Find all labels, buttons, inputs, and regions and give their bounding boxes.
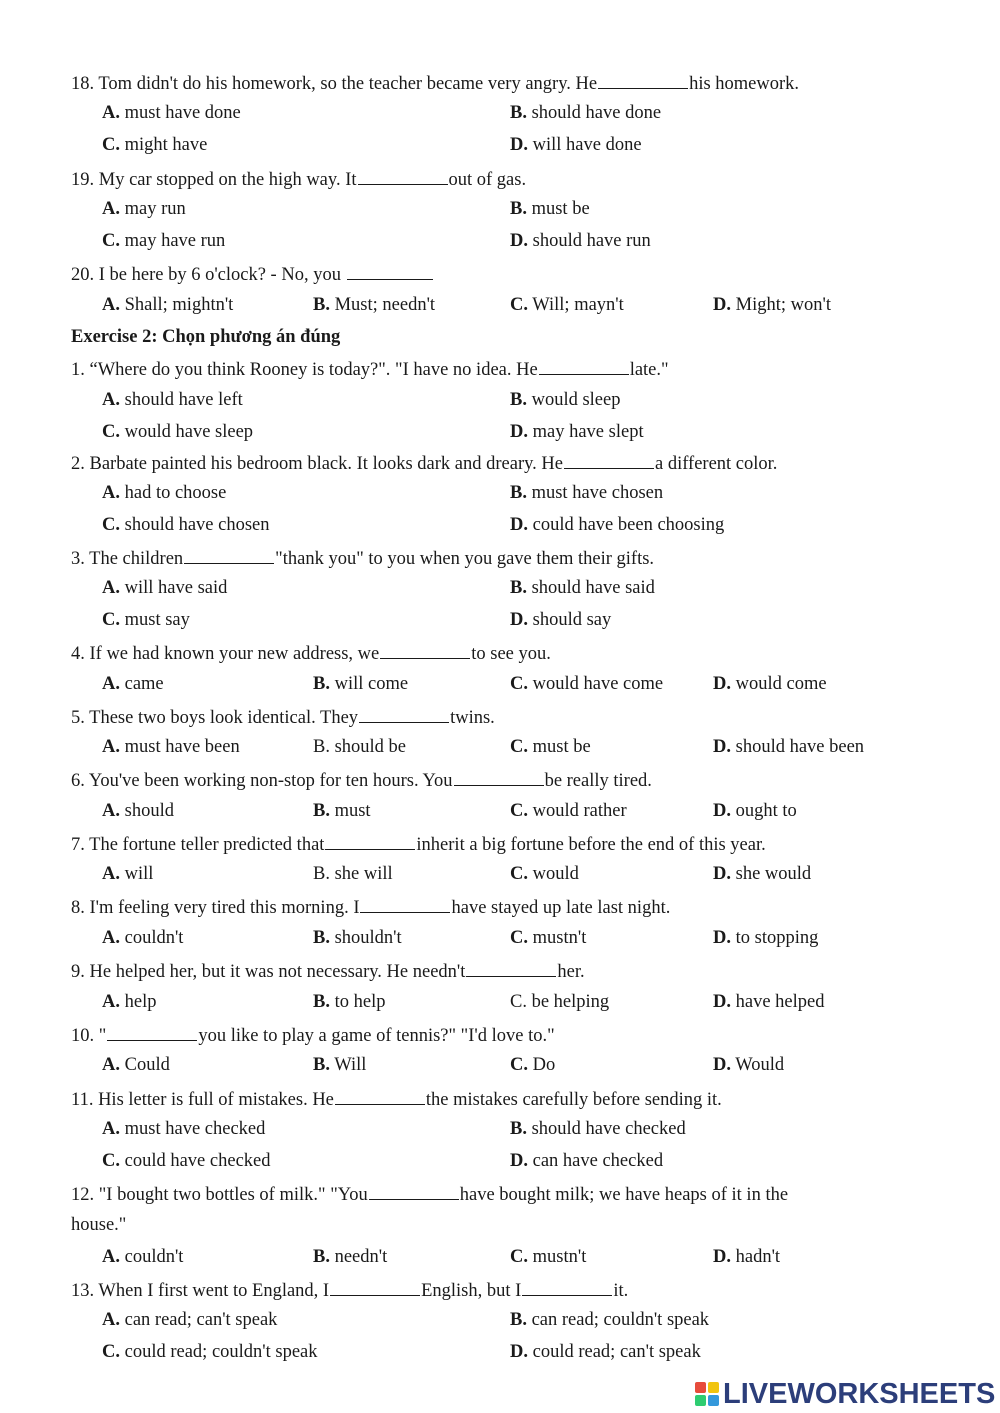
option-text: will have done	[532, 135, 642, 155]
option-text: she would	[735, 864, 812, 884]
option-d[interactable]	[713, 1053, 784, 1077]
question-20	[71, 261, 960, 287]
question-text: a different color.	[654, 454, 778, 474]
option-letter: D.	[510, 231, 528, 251]
option-d[interactable]	[510, 1340, 701, 1364]
option-letter: B.	[313, 864, 330, 884]
option-c[interactable]	[510, 293, 624, 317]
question-text: inherit a big fortune before the end of this year.	[416, 835, 766, 855]
question-text: out of gas.	[448, 170, 527, 190]
option-text: should have left	[124, 390, 243, 410]
option-b[interactable]	[313, 990, 385, 1014]
option-b[interactable]	[313, 926, 402, 950]
option-text: shouldn't	[334, 928, 402, 948]
option-c[interactable]	[510, 1053, 555, 1077]
option-d[interactable]	[510, 513, 724, 537]
option-letter: D.	[713, 928, 731, 948]
question-text: 13. When I first went to England, I	[71, 1281, 330, 1301]
option-d[interactable]	[713, 862, 811, 886]
option-c[interactable]	[510, 862, 579, 886]
option-letter: B.	[313, 737, 330, 757]
option-text: Would	[735, 1055, 785, 1075]
option-text: to help	[334, 992, 386, 1012]
option-text: could read; can't speak	[532, 1342, 701, 1362]
option-letter: C.	[510, 737, 528, 757]
option-letter: C.	[510, 864, 528, 884]
option-letter: B.	[313, 801, 330, 821]
question-text: 4. If we had known your new address, we	[71, 644, 380, 664]
option-b[interactable]	[313, 799, 371, 823]
option-text: Could	[124, 1055, 170, 1075]
option-text: must have chosen	[531, 483, 664, 503]
option-letter: A.	[102, 390, 120, 410]
option-text: had to choose	[124, 483, 227, 503]
question-text: "thank you" to you when you gave them their gifts.	[275, 549, 655, 569]
option-text: must have done	[124, 103, 241, 123]
option-a[interactable]	[102, 197, 186, 221]
option-text: might have	[124, 135, 208, 155]
logo-square	[708, 1382, 719, 1393]
option-letter: B.	[313, 992, 330, 1012]
option-a[interactable]	[102, 481, 226, 505]
option-letter: A.	[102, 1055, 120, 1075]
question-text: you like to play a game of tennis?" "I'd love to."	[198, 1026, 555, 1046]
option-letter: A.	[102, 295, 120, 315]
option-d[interactable]	[713, 672, 827, 696]
question-text: be really tired.	[544, 771, 652, 791]
option-letter: B.	[510, 483, 527, 503]
option-letter: B.	[510, 1310, 527, 1330]
option-a[interactable]	[102, 293, 233, 317]
option-c[interactable]	[102, 513, 270, 537]
option-text: mustn't	[532, 928, 587, 948]
option-b[interactable]	[510, 481, 663, 505]
option-b[interactable]	[313, 293, 435, 317]
option-text: Will; mayn't	[532, 295, 624, 315]
option-text: must be	[532, 737, 591, 757]
option-a[interactable]	[102, 799, 174, 823]
option-text: should have chosen	[124, 515, 270, 535]
logo-mark-icon	[695, 1382, 719, 1406]
option-letter: C.	[102, 422, 120, 442]
option-letter: A.	[102, 1119, 120, 1139]
option-c[interactable]	[510, 990, 609, 1014]
question-text: to see you.	[471, 644, 551, 664]
option-letter: C.	[510, 801, 528, 821]
question-text: 10. "	[71, 1026, 107, 1046]
option-letter: A.	[102, 674, 120, 694]
question-9	[71, 958, 960, 984]
option-text: should have checked	[531, 1119, 686, 1139]
answer-blank[interactable]	[598, 70, 688, 89]
option-letter: D.	[713, 674, 731, 694]
question-text: 5. These two boys look identical. They	[71, 708, 359, 728]
answer-blank[interactable]	[335, 1086, 425, 1105]
option-a[interactable]	[102, 926, 183, 950]
option-letter: B.	[313, 928, 330, 948]
answer-blank[interactable]	[325, 831, 415, 850]
option-text: Do	[532, 1055, 556, 1075]
answer-blank[interactable]	[522, 1277, 612, 1296]
question-text: late."	[629, 360, 669, 380]
question-text: the mistakes carefully before sending it.	[425, 1090, 722, 1110]
option-letter: B.	[510, 1119, 527, 1139]
option-a[interactable]	[102, 576, 227, 600]
option-text: should	[124, 801, 174, 821]
option-a[interactable]	[102, 388, 243, 412]
option-letter: B.	[510, 390, 527, 410]
question-text: 11. His letter is full of mistakes. He	[71, 1090, 334, 1110]
option-c[interactable]	[510, 799, 627, 823]
answer-blank[interactable]	[369, 1181, 459, 1200]
option-letter: B.	[510, 199, 527, 219]
option-b[interactable]	[510, 101, 661, 125]
answer-blank[interactable]	[107, 1022, 197, 1041]
option-letter: B.	[313, 1247, 330, 1267]
option-d[interactable]	[510, 229, 651, 253]
option-text: help	[124, 992, 157, 1012]
logo-square	[695, 1382, 706, 1393]
option-text: hadn't	[735, 1247, 781, 1267]
option-letter: D.	[713, 737, 731, 757]
question-text: his homework.	[689, 74, 800, 94]
option-text: can have checked	[532, 1151, 664, 1171]
option-text: would rather	[532, 801, 627, 821]
option-letter: C.	[102, 1151, 120, 1171]
question-text: it.	[613, 1281, 629, 1301]
option-letter: D.	[510, 1151, 528, 1171]
option-text: should be	[334, 737, 407, 757]
option-letter: C.	[510, 1055, 528, 1075]
option-letter: D.	[713, 1247, 731, 1267]
option-letter: D.	[510, 135, 528, 155]
option-text: could have been choosing	[532, 515, 725, 535]
answer-blank[interactable]	[184, 545, 274, 564]
option-d[interactable]	[713, 293, 831, 317]
option-text: should say	[532, 610, 612, 630]
question-text: 7. The fortune teller predicted that	[71, 835, 325, 855]
question-3	[71, 545, 960, 571]
answer-blank[interactable]	[380, 640, 470, 659]
question-5	[71, 704, 960, 730]
option-letter: D.	[510, 422, 528, 442]
question-10	[71, 1022, 960, 1048]
option-letter: A.	[102, 992, 120, 1012]
option-text: would sleep	[531, 390, 621, 410]
answer-blank[interactable]	[330, 1277, 420, 1296]
option-letter: D.	[713, 295, 731, 315]
question-12-continued: house."	[71, 1215, 127, 1235]
option-b[interactable]	[510, 1308, 709, 1332]
option-d[interactable]	[713, 1245, 780, 1269]
question-12	[71, 1181, 960, 1207]
option-letter: C.	[102, 610, 120, 630]
option-text: should have been	[735, 737, 865, 757]
question-text: have bought milk; we have heaps of it in the	[459, 1185, 789, 1205]
option-d[interactable]	[510, 420, 644, 444]
option-letter: A.	[102, 578, 120, 598]
option-c[interactable]	[510, 735, 591, 759]
option-d[interactable]	[713, 799, 797, 823]
question-11	[71, 1086, 960, 1112]
option-letter: A.	[102, 928, 120, 948]
option-letter: D.	[713, 992, 731, 1012]
answer-blank[interactable]	[360, 894, 450, 913]
option-letter: D.	[510, 1342, 528, 1362]
question-8	[71, 894, 960, 920]
option-text: to stopping	[735, 928, 819, 948]
option-c[interactable]	[102, 608, 190, 632]
option-text: should have done	[531, 103, 662, 123]
option-b[interactable]	[510, 1117, 686, 1141]
question-text: 3. The children	[71, 549, 184, 569]
option-d[interactable]	[713, 990, 825, 1014]
option-text: can read; can't speak	[124, 1310, 278, 1330]
brand-name: LIVEWORKSHEETS	[723, 1377, 996, 1410]
option-letter: C.	[102, 135, 120, 155]
option-letter: A.	[102, 199, 120, 219]
liveworksheets-logo	[695, 1378, 995, 1410]
option-letter: C.	[102, 515, 120, 535]
option-text: Shall; mightn't	[124, 295, 234, 315]
option-text: must have checked	[124, 1119, 266, 1139]
option-text: will	[124, 864, 154, 884]
option-a[interactable]	[102, 672, 164, 696]
question-4	[71, 640, 960, 666]
answer-blank[interactable]	[358, 166, 448, 185]
option-b[interactable]	[313, 735, 406, 759]
option-b[interactable]	[313, 862, 393, 886]
option-text: ought to	[735, 801, 797, 821]
question-text: 19. My car stopped on the high way. It	[71, 170, 357, 190]
question-text: 9. He helped her, but it was not necessary. He needn't	[71, 962, 466, 982]
option-a[interactable]	[102, 1053, 170, 1077]
option-text: could have checked	[124, 1151, 271, 1171]
question-text: 6. You've been working non-stop for ten hours. You	[71, 771, 453, 791]
option-b[interactable]	[313, 1245, 387, 1269]
question-text: twins.	[450, 708, 495, 728]
answer-blank[interactable]	[564, 450, 654, 469]
option-a[interactable]	[102, 1308, 277, 1332]
option-letter: B.	[510, 578, 527, 598]
option-c[interactable]	[102, 1340, 318, 1364]
option-c[interactable]	[510, 672, 663, 696]
option-letter: B.	[313, 295, 330, 315]
option-letter: D.	[510, 610, 528, 630]
option-letter: B.	[313, 1055, 330, 1075]
option-text: may have slept	[532, 422, 644, 442]
logo-square	[695, 1395, 706, 1406]
option-d[interactable]	[510, 608, 611, 632]
option-d[interactable]	[713, 735, 864, 759]
option-letter: C.	[102, 1342, 120, 1362]
option-text: mustn't	[532, 1247, 587, 1267]
option-text: have helped	[735, 992, 825, 1012]
question-text: 18. Tom didn't do his homework, so the teacher became very angry. He	[71, 74, 598, 94]
option-d[interactable]	[510, 133, 642, 157]
option-letter: C.	[510, 928, 528, 948]
option-a[interactable]	[102, 1245, 183, 1269]
option-letter: A.	[102, 1310, 120, 1330]
question-text: her.	[557, 962, 585, 982]
question-text: have stayed up late last night.	[451, 898, 671, 918]
option-letter: C.	[510, 1247, 528, 1267]
question-text: 8. I'm feeling very tired this morning. I	[71, 898, 360, 918]
option-text: Might; won't	[735, 295, 831, 315]
question-text: 20. I be here by 6 o'clock? - No, you	[71, 265, 341, 285]
option-text: must have been	[124, 737, 240, 757]
option-text: should have said	[531, 578, 655, 598]
option-letter: A.	[102, 1247, 120, 1267]
option-text: came	[124, 674, 164, 694]
question-13	[71, 1277, 960, 1303]
option-letter: D.	[713, 1055, 731, 1075]
question-2	[71, 450, 960, 476]
question-7	[71, 831, 960, 857]
option-text: couldn't	[124, 1247, 184, 1267]
option-letter: A.	[102, 864, 120, 884]
option-c[interactable]	[102, 229, 225, 253]
option-c[interactable]	[102, 1149, 271, 1173]
answer-blank[interactable]	[454, 767, 544, 786]
option-letter: B.	[313, 674, 330, 694]
option-text: may have run	[124, 231, 226, 251]
option-text: may run	[124, 199, 186, 219]
option-letter: C.	[510, 295, 528, 315]
option-letter: C.	[510, 992, 527, 1012]
question-text: 12. "I bought two bottles of milk." "You	[71, 1185, 368, 1205]
option-d[interactable]	[713, 926, 818, 950]
option-letter: A.	[102, 483, 120, 503]
option-letter: D.	[713, 801, 731, 821]
option-text: would come	[735, 674, 827, 694]
option-text: will have said	[124, 578, 228, 598]
answer-blank[interactable]	[466, 958, 556, 977]
answer-blank[interactable]	[539, 356, 629, 375]
option-text: be helping	[531, 992, 610, 1012]
option-b[interactable]	[510, 197, 590, 221]
option-text: would	[532, 864, 579, 884]
option-letter: A.	[102, 103, 120, 123]
option-a[interactable]	[102, 101, 241, 125]
option-b[interactable]	[510, 576, 655, 600]
question-6	[71, 767, 960, 793]
option-text: should have run	[532, 231, 651, 251]
option-text: couldn't	[124, 928, 184, 948]
question-18	[71, 70, 960, 96]
option-text: could read; couldn't speak	[124, 1342, 318, 1362]
exercise-heading: Exercise 2: Chọn phương án đúng	[71, 327, 341, 347]
logo-square	[708, 1395, 719, 1406]
option-c[interactable]	[102, 420, 253, 444]
option-letter: D.	[510, 515, 528, 535]
option-text: can read; couldn't speak	[531, 1310, 710, 1330]
option-b[interactable]	[510, 388, 620, 412]
option-text: Must; needn't	[334, 295, 436, 315]
option-a[interactable]	[102, 862, 153, 886]
option-text: must be	[531, 199, 590, 219]
option-text: must	[334, 801, 371, 821]
option-b[interactable]	[313, 672, 408, 696]
option-text: Will	[334, 1055, 367, 1075]
option-a[interactable]	[102, 990, 156, 1014]
option-d[interactable]	[510, 1149, 663, 1173]
question-19	[71, 166, 960, 192]
option-letter: D.	[713, 864, 731, 884]
question-1	[71, 356, 960, 382]
option-letter: A.	[102, 801, 120, 821]
option-b[interactable]	[313, 1053, 366, 1077]
option-letter: B.	[510, 103, 527, 123]
option-text: would have sleep	[124, 422, 254, 442]
option-letter: C.	[510, 674, 528, 694]
option-a[interactable]	[102, 1117, 265, 1141]
option-c[interactable]	[510, 1245, 586, 1269]
option-c[interactable]	[510, 926, 586, 950]
answer-blank[interactable]	[359, 704, 449, 723]
option-c[interactable]	[102, 133, 207, 157]
option-text: she will	[334, 864, 393, 884]
answer-blank[interactable]	[347, 261, 433, 280]
question-text: 2. Barbate painted his bedroom black. It looks dark and dreary. He	[71, 454, 563, 474]
option-text: needn't	[334, 1247, 388, 1267]
option-letter: A.	[102, 737, 120, 757]
question-text: English, but I	[421, 1281, 522, 1301]
option-text: will come	[334, 674, 409, 694]
option-text: would have come	[532, 674, 664, 694]
question-text: 1. “Where do you think Rooney is today?". "I have no idea. He	[71, 360, 538, 380]
option-a[interactable]	[102, 735, 240, 759]
option-text: must say	[124, 610, 190, 630]
option-letter: C.	[102, 231, 120, 251]
